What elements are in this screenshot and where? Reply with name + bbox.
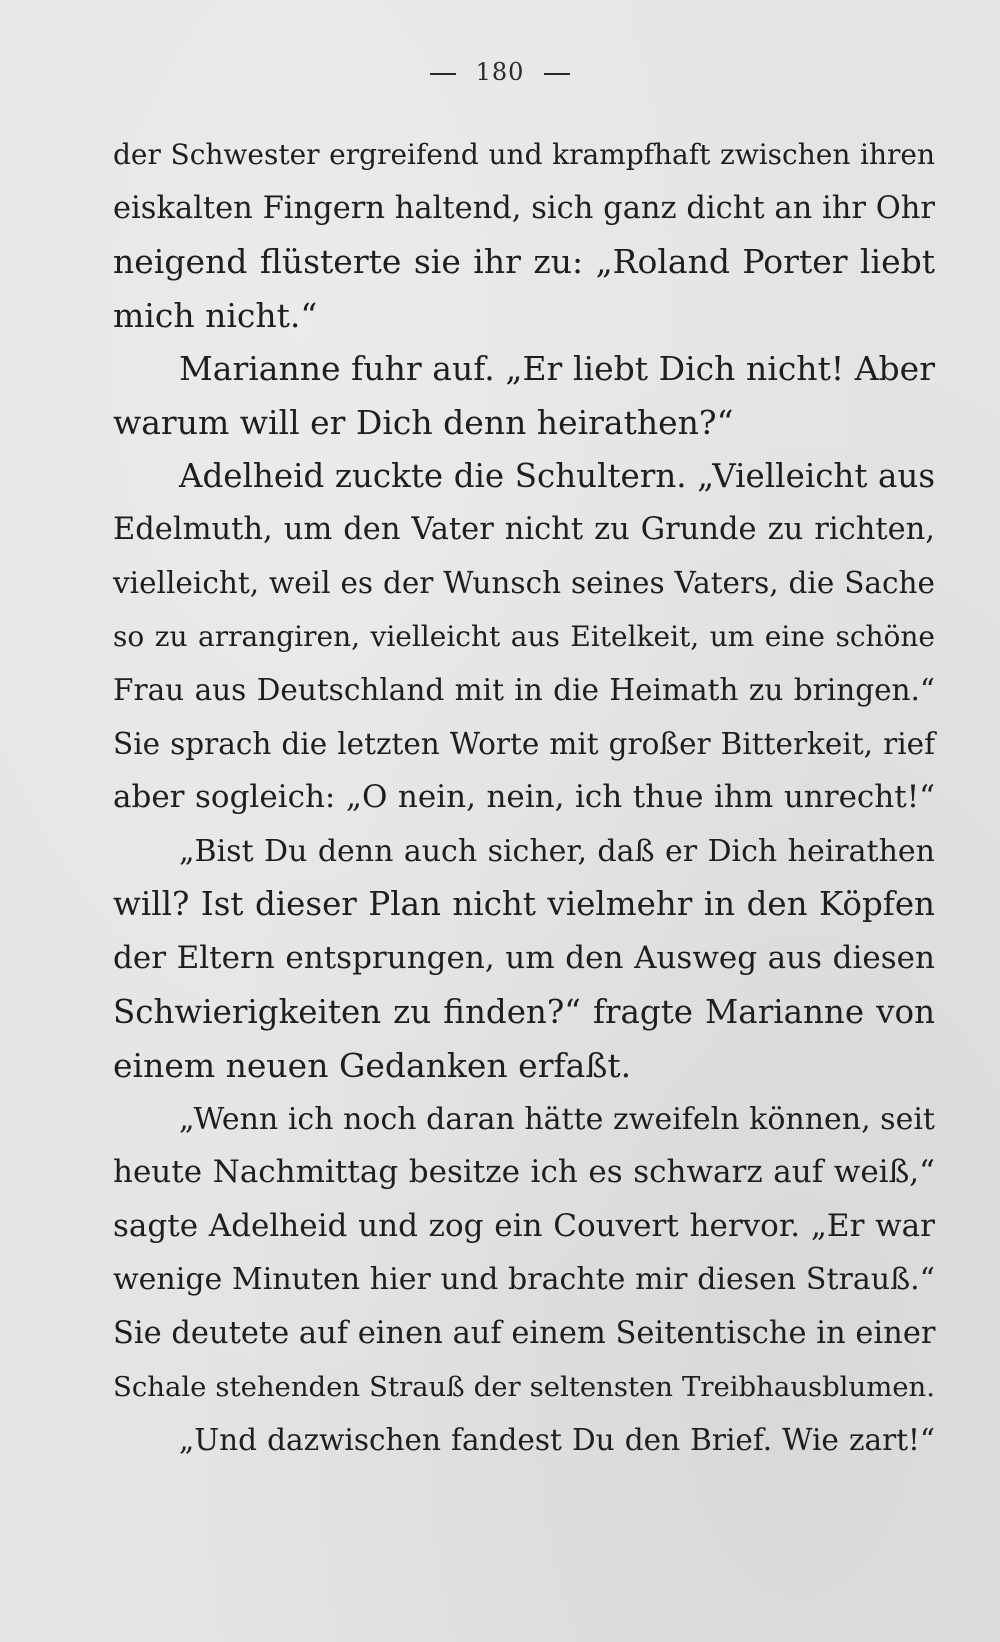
text-line: Schwierigkeiten zu finden?“ fragte Marianne von (113, 992, 935, 1031)
text-line: „Und dazwischen fandest Du den Brief. Wie zart!“ (179, 1423, 935, 1458)
text-line: Frau aus Deutschland mit in die Heimath zu bringen.“ (113, 672, 935, 707)
text-line: vielleicht, weil es der Wunsch seines Vaters, die Sache (113, 565, 935, 600)
text-line: Edelmuth, um den Vater nicht zu Grunde zu richten, (113, 512, 935, 548)
text-line: aber sogleich: „O nein, nein, ich thue ihm unrecht!“ (113, 779, 935, 816)
text-line: Adelheid zuckte die Schultern. „Vielleicht aus (179, 456, 935, 495)
header-dash-left (430, 73, 456, 75)
text-line: so zu arrangiren, vielleicht aus Eitelkeit, um eine schöne (113, 620, 935, 654)
text-line: warum will er Dich denn heirathen?“ (113, 402, 734, 442)
text-line: Sie sprach die letzten Worte mit großer Bitterkeit, rief (113, 726, 935, 761)
page-header (0, 58, 1000, 86)
text-line: wenige Minuten hier und brachte mir diesen Strauß.“ (113, 1262, 935, 1298)
header-dash-right (544, 73, 570, 75)
text-line: mich nicht.“ (113, 295, 318, 335)
text-line: neigend flüsterte sie ihr zu: „Roland Porter liebt (113, 242, 935, 282)
text-line: sagte Adelheid und zog ein Couvert hervor. „Er war (113, 1207, 935, 1244)
text-line: Schale stehenden Strauß der seltensten Treibhausblumen. (113, 1370, 935, 1403)
text-line: heute Nachmittag besitze ich es schwarz auf weiß,“ (113, 1154, 935, 1191)
text-line: „Wenn ich noch daran hätte zweifeln können, seit (179, 1101, 935, 1137)
text-line: Marianne fuhr auf. „Er liebt Dich nicht! Aber (179, 349, 935, 389)
text-line: Sie deutete auf einen auf einem Seitentische in einer (113, 1316, 936, 1352)
text-line: „Bist Du denn auch sicher, daß er Dich heirathen (179, 833, 935, 869)
text-line: einem neuen Gedanken erfaßt. (113, 1046, 632, 1086)
text-line: will? Ist dieser Plan nicht vielmehr in den Köpfen (113, 885, 935, 924)
body-text (113, 128, 935, 1468)
text-line: der Schwester ergreifend und krampfhaft zwischen ihren (113, 138, 935, 171)
text-line: der Eltern entsprungen, um den Ausweg aus diesen (113, 939, 935, 976)
text-line: eiskalten Fingern haltend, sich ganz dicht an ihr Ohr (113, 190, 935, 226)
page-number: 180 (475, 58, 525, 86)
